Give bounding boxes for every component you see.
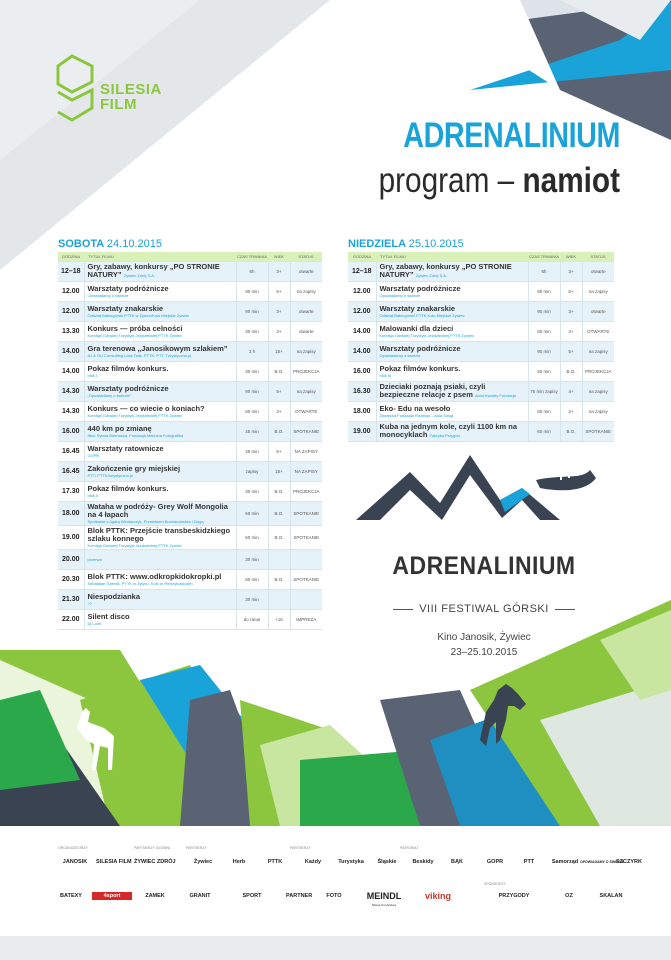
event-title: Warsztaty znakarskie bbox=[87, 303, 164, 313]
table-row bbox=[348, 301, 614, 321]
sponsor-label: PARTNERZY bbox=[186, 846, 207, 850]
row-event bbox=[376, 281, 528, 301]
sponsor-logo: Samorząd bbox=[551, 859, 579, 865]
row-time: 18.00 bbox=[348, 401, 376, 421]
row-duration: 60 min bbox=[236, 525, 268, 549]
event-organizer: PTT/ PTTK/turystyczno.pl bbox=[87, 472, 134, 478]
row-age: +16 bbox=[268, 609, 290, 629]
row-age: 5+ bbox=[560, 341, 582, 361]
row-duration: 30 min bbox=[236, 361, 268, 381]
row-duration: 90 min bbox=[528, 281, 560, 301]
table-row bbox=[58, 525, 322, 549]
row-age bbox=[268, 549, 290, 569]
row-status: otwarte bbox=[290, 261, 322, 281]
row-age: 3+ bbox=[560, 301, 582, 321]
sponsor-logo: OZ bbox=[565, 893, 573, 899]
table-row bbox=[348, 281, 614, 301]
row-time: 17.30 bbox=[58, 481, 84, 501]
row-event bbox=[84, 501, 236, 525]
event-title: Pokaz filmów konkurs. bbox=[87, 483, 169, 493]
col-title: TYTUŁ FILMU bbox=[84, 252, 236, 261]
table-row bbox=[58, 461, 322, 481]
table-row bbox=[348, 321, 614, 341]
event-title: Warsztaty podróżnicze bbox=[87, 383, 169, 393]
table-row bbox=[58, 301, 322, 321]
event-organizer: Żywiecka Fundacja Rozwoju – Asia Świąt bbox=[379, 412, 454, 418]
event-organizer: Komisja Górskiej Turystyki Jeździeckiej PTTK Żywiec bbox=[87, 332, 182, 338]
row-time: 14.30 bbox=[58, 381, 84, 401]
row-event bbox=[376, 341, 528, 361]
row-duration: 60 min bbox=[236, 401, 268, 421]
row-event bbox=[376, 401, 528, 421]
row-age: 5+ bbox=[268, 381, 290, 401]
sunday-date: 25.10.2015 bbox=[408, 238, 464, 250]
row-event bbox=[84, 301, 236, 321]
col-title: TYTUŁ FILMU bbox=[376, 252, 528, 261]
event-title: Dzieciaki poznają psiaki, czyli bezpieczne relacje z psem Anioł Kwadry Fundacja bbox=[379, 381, 516, 399]
row-age: B.O. bbox=[268, 481, 290, 501]
row-event bbox=[84, 361, 236, 381]
row-status: otwarte bbox=[290, 301, 322, 321]
row-duration: 30 min bbox=[236, 549, 268, 569]
row-age: 3+ bbox=[560, 261, 582, 281]
event-title: Konkurs — co wiecie o koniach? bbox=[87, 403, 205, 413]
row-time: 20.30 bbox=[58, 569, 84, 589]
row-event bbox=[84, 401, 236, 421]
table-row bbox=[348, 401, 614, 421]
row-time: 12.00 bbox=[58, 281, 84, 301]
row-event bbox=[376, 301, 528, 321]
event-title: Warsztaty znakarskie bbox=[379, 303, 456, 313]
saturday-date: 24.10.2015 bbox=[106, 238, 162, 250]
page-title: ADRENALINIUM bbox=[403, 116, 620, 155]
col-age: WIEK bbox=[560, 252, 582, 261]
sponsor-logo: SZCZYRK bbox=[616, 859, 642, 865]
event-title: Konkurs — próba celności bbox=[87, 323, 183, 333]
event-title: Warsztaty podróżnicze bbox=[379, 343, 461, 353]
sponsor-band bbox=[0, 826, 671, 936]
row-status: na zapisy bbox=[582, 281, 614, 301]
table-row bbox=[58, 321, 322, 341]
row-time: 19.00 bbox=[58, 525, 84, 549]
table-row bbox=[58, 381, 322, 401]
sponsor-logo: Żywiec bbox=[193, 859, 213, 865]
row-event bbox=[84, 589, 236, 609]
row-time: 16.00 bbox=[348, 361, 376, 381]
event-organizer: Opowiadamy o świecie bbox=[87, 292, 129, 298]
festival-dates: 23–25.10.2015 bbox=[450, 647, 518, 658]
sponsor-label: PARTNERZY GŁÓWNI bbox=[134, 846, 170, 850]
row-age: B.O. bbox=[268, 501, 290, 525]
row-time: 16.00 bbox=[58, 421, 84, 441]
table-row bbox=[58, 441, 322, 461]
event-title: Niespodzianka bbox=[87, 591, 141, 601]
row-status: PROJEKCJA bbox=[290, 361, 322, 381]
row-status: PROJEKCJA bbox=[290, 481, 322, 501]
table-row bbox=[58, 481, 322, 501]
event-organizer: Żywiec Zdrój S.A. bbox=[123, 272, 156, 278]
row-duration: 90 min bbox=[236, 281, 268, 301]
row-status: na zapisy bbox=[582, 401, 614, 421]
sponsor-logo: Beskidy bbox=[412, 859, 434, 865]
row-status bbox=[290, 549, 322, 569]
row-duration: 60 min bbox=[236, 501, 268, 525]
event-organizer: Sebastian Szemik, PTTK w Żywcu, Koło w Pietrzykowicach bbox=[87, 580, 193, 586]
row-age: 2+ bbox=[560, 401, 582, 421]
row-event bbox=[84, 481, 236, 501]
event-organizer: Spotkanie z Agatą Wlodarczyk, Przemkiem Bucharowskim i Dugą bbox=[87, 518, 204, 524]
row-status: SPOTKANIE bbox=[582, 421, 614, 441]
row-status: SPOTKANIE bbox=[290, 421, 322, 441]
table-row bbox=[58, 281, 322, 301]
row-event bbox=[84, 281, 236, 301]
row-age: 3+ bbox=[268, 321, 290, 341]
saturday-schedule-table bbox=[58, 252, 322, 630]
row-age: B.O. bbox=[268, 361, 290, 381]
event-title: Pokaz filmów konkurs. bbox=[379, 363, 461, 373]
row-duration: 30 min bbox=[236, 481, 268, 501]
row-event bbox=[84, 461, 236, 481]
festival-edition-text: VIII FESTIWAL GÓRSKI bbox=[419, 603, 549, 615]
row-time: 16.45 bbox=[58, 461, 84, 481]
sponsor-label: ORGANIZATORZY bbox=[58, 846, 88, 850]
row-status: na zapisy bbox=[290, 381, 322, 401]
table-row bbox=[58, 261, 322, 281]
row-status: OTWARTE bbox=[582, 321, 614, 341]
row-time: 14.00 bbox=[58, 341, 84, 361]
row-status: SPOTKANIE bbox=[290, 525, 322, 549]
table-row bbox=[58, 609, 322, 629]
sponsor-label: SPONSORZY bbox=[484, 882, 506, 886]
sponsor-logo: ZAMEK bbox=[145, 893, 165, 899]
table-row bbox=[348, 381, 614, 401]
sponsor-logo: Każdy bbox=[304, 859, 322, 865]
event-title: Warsztaty podróżnicze bbox=[87, 283, 169, 293]
row-status: na zapisy bbox=[582, 341, 614, 361]
logo-text bbox=[100, 82, 162, 112]
row-time: 12–18 bbox=[58, 261, 84, 281]
row-duration: 6h bbox=[236, 261, 268, 281]
saturday-heading bbox=[58, 238, 162, 250]
row-age: 3+ bbox=[268, 401, 290, 421]
col-status: STATUS bbox=[290, 252, 322, 261]
row-event bbox=[84, 261, 236, 281]
table-row bbox=[58, 361, 322, 381]
sunday-schedule-table bbox=[348, 252, 614, 442]
table-row bbox=[348, 261, 614, 281]
row-age: B.O. bbox=[268, 525, 290, 549]
festival-venue: Kino Janosik, Żywiec bbox=[437, 632, 531, 643]
sponsor-logo: PTTK bbox=[267, 859, 283, 865]
event-organizer: Niko Sylwia Biernacka, Fundacja Machina Fotografika bbox=[87, 432, 184, 438]
event-organizer: Komisja Górskiej Turystyki Jeździeckiej PTTK Żywiec bbox=[379, 332, 474, 338]
sponsor-logo: Herb bbox=[232, 859, 246, 865]
event-organizer: Komisja Górskiej Turystyki Jeździeckiej PTTK Żywiec bbox=[87, 542, 182, 548]
event-organizer: „Opowiadamy o świecie” bbox=[87, 392, 132, 398]
row-duration: 30 min bbox=[236, 321, 268, 341]
sponsor-logo: FOTO bbox=[326, 893, 342, 899]
event-title: Wataha w podróży- Grey Wolf Mongolia na 4 łapach bbox=[87, 501, 228, 519]
event-title: Blok PTTK: Przejście transbeskidzkiego szlaku konnego bbox=[87, 525, 231, 543]
row-time: 12.00 bbox=[348, 301, 376, 321]
col-duration: CZAS TRWANIA bbox=[236, 252, 268, 261]
sponsor-logo: 4sport bbox=[92, 892, 132, 900]
event-title: Blok PTTK: www.odkropkidokropki.pl bbox=[87, 571, 222, 581]
row-age bbox=[268, 589, 290, 609]
col-status: STATUS bbox=[582, 252, 614, 261]
row-time: 12–18 bbox=[348, 261, 376, 281]
row-status: SPOTKANIE bbox=[290, 501, 322, 525]
row-time: 16.30 bbox=[348, 381, 376, 401]
row-time: 14.30 bbox=[58, 401, 84, 421]
row-status bbox=[290, 589, 322, 609]
event-organizer: blok III bbox=[379, 372, 392, 378]
sponsor-logo: GRANIT bbox=[189, 893, 211, 899]
sunday-day: NIEDZIELA bbox=[348, 238, 406, 250]
row-time: 14.00 bbox=[58, 361, 84, 381]
row-duration: 3 h bbox=[236, 341, 268, 361]
row-status: na zapisy bbox=[582, 381, 614, 401]
event-title: Gry, zabawy, konkursy „PO STRONIE NATURY” Żywiec Zdrój S.A. bbox=[87, 261, 220, 279]
row-age: 6+ bbox=[268, 441, 290, 461]
row-event bbox=[84, 321, 236, 341]
event-organizer: Oddział Babiogórski PTTK Koło Miejskie Żywiec bbox=[379, 312, 465, 318]
event-organizer: Opowiadamy o świecie bbox=[379, 352, 421, 358]
event-title: 440 km po zmianę bbox=[87, 423, 152, 433]
row-status: NA ZAPISY bbox=[290, 461, 322, 481]
row-duration: 90 min bbox=[236, 381, 268, 401]
event-organizer: Dj Love bbox=[87, 620, 102, 626]
row-event bbox=[84, 381, 236, 401]
row-age: 3+ bbox=[560, 321, 582, 341]
event-organizer: Fabryka Przygód bbox=[429, 432, 460, 438]
row-age: 3+ bbox=[268, 301, 290, 321]
saturday-day: SOBOTA bbox=[58, 238, 104, 250]
row-status: otwarte bbox=[582, 261, 614, 281]
table-row bbox=[58, 589, 322, 609]
row-duration: 45 min bbox=[236, 441, 268, 461]
event-title: Gry, zabawy, konkursy „PO STRONIE NATURY” Żywiec Zdrój S.A. bbox=[379, 261, 512, 279]
event-organizer: Komisja Górskiej Turystyki Jeździeckiej PTTK Żywiec bbox=[87, 412, 182, 418]
row-status: IMPREZA bbox=[290, 609, 322, 629]
row-status: na zapisy bbox=[290, 341, 322, 361]
event-organizer: Opowiadamy o świecie bbox=[379, 292, 421, 298]
row-age: B.O. bbox=[560, 361, 582, 381]
row-age: 15+ bbox=[268, 341, 290, 361]
row-event bbox=[376, 421, 528, 441]
sponsor-logo: ŻYWIEC ZDRÓJ bbox=[134, 859, 176, 865]
row-event bbox=[376, 381, 528, 401]
subtitle-bold: namiot bbox=[522, 161, 620, 200]
col-age: WIEK bbox=[268, 252, 290, 261]
sponsor-logo: SILESIA FILM bbox=[96, 859, 132, 865]
sponsor-label: PATRONAT bbox=[400, 846, 419, 850]
row-duration: 90 min bbox=[236, 301, 268, 321]
table-row bbox=[58, 421, 322, 441]
row-event bbox=[84, 341, 236, 361]
row-event bbox=[376, 361, 528, 381]
row-duration: 45 min bbox=[236, 421, 268, 441]
event-title: Malowanki dla dzieci bbox=[379, 323, 454, 333]
table-row bbox=[348, 421, 614, 441]
sponsor-logo: SKALAN bbox=[599, 893, 623, 899]
sponsor-logo: viking bbox=[424, 891, 451, 901]
row-time: 21.30 bbox=[58, 589, 84, 609]
row-time: 13.30 bbox=[58, 321, 84, 341]
bottom-strip bbox=[0, 936, 671, 960]
event-organizer: Anioł Kwadry Fundacja bbox=[474, 392, 516, 398]
row-time: 19.00 bbox=[348, 421, 376, 441]
row-status: otwarte bbox=[290, 321, 322, 341]
event-title: Silent disco bbox=[87, 611, 130, 621]
row-duration: 90 min bbox=[528, 341, 560, 361]
sponsor-logo: Śląskie bbox=[377, 859, 397, 865]
row-age: 4+ bbox=[560, 381, 582, 401]
sunday-heading bbox=[348, 238, 464, 250]
sponsor-logo: SPORT bbox=[242, 893, 262, 899]
col-duration: CZAS TRWANIA bbox=[528, 252, 560, 261]
event-title: Zakończenie gry miejskiej bbox=[87, 463, 181, 473]
row-duration: zapisy bbox=[236, 461, 268, 481]
sponsor-logo: PARTNER bbox=[286, 893, 313, 899]
row-duration: do rana! bbox=[236, 609, 268, 629]
table-row bbox=[58, 569, 322, 589]
row-duration: 60 min bbox=[528, 421, 560, 441]
row-duration: 6h bbox=[528, 261, 560, 281]
logo-line1: SILESIA bbox=[100, 81, 162, 98]
row-status: PROJEKCJA bbox=[582, 361, 614, 381]
row-age: 5+ bbox=[268, 281, 290, 301]
sponsor-logo: GOPR bbox=[486, 859, 504, 865]
sponsor-logo: PRZYGODY bbox=[498, 893, 530, 899]
table-row bbox=[348, 341, 614, 361]
row-status: NA ZAPISY bbox=[290, 441, 322, 461]
row-age: 5+ bbox=[560, 281, 582, 301]
event-title: Kuba na jednym kole, czyli 1100 km na monocyklach Fabryka Przygód bbox=[379, 421, 518, 439]
col-time: GODZINA bbox=[348, 252, 376, 261]
event-title: Eko- Edu na wesoło bbox=[379, 403, 451, 413]
row-event bbox=[84, 525, 236, 549]
row-event bbox=[376, 321, 528, 341]
row-time: 12.00 bbox=[348, 281, 376, 301]
row-age: B.O. bbox=[268, 421, 290, 441]
sponsor-logo: BĄK bbox=[451, 859, 463, 865]
row-time: 16.45 bbox=[58, 441, 84, 461]
meindl-tagline: Shoes For Actives bbox=[371, 903, 397, 907]
table-row bbox=[58, 501, 322, 525]
row-event bbox=[376, 261, 528, 281]
festival-edition bbox=[364, 603, 604, 615]
page-subtitle bbox=[348, 161, 620, 201]
table-row bbox=[58, 549, 322, 569]
row-status: OTWARTE bbox=[290, 401, 322, 421]
row-age: B.O. bbox=[268, 569, 290, 589]
row-time: 12.00 bbox=[58, 301, 84, 321]
row-duration: 30 min bbox=[236, 589, 268, 609]
row-event bbox=[84, 549, 236, 569]
row-age: 3+ bbox=[268, 261, 290, 281]
event-title: Pokaz filmów konkurs. bbox=[87, 363, 169, 373]
sponsor-logo: BATEXY bbox=[60, 893, 82, 899]
row-time: 20.00 bbox=[58, 549, 84, 569]
table-row bbox=[58, 341, 322, 361]
sponsor-logo: MEINDL bbox=[366, 891, 402, 901]
event-title: Warsztaty ratownicze bbox=[87, 443, 164, 453]
event-organizer: ?? bbox=[87, 600, 92, 606]
table-row bbox=[58, 401, 322, 421]
sponsor-logo: Turystyka bbox=[338, 859, 364, 865]
event-organizer: Żywiec Zdrój S.A. bbox=[415, 272, 448, 278]
row-event bbox=[84, 569, 236, 589]
row-event bbox=[84, 421, 236, 441]
event-title: Warsztaty podróżnicze bbox=[379, 283, 461, 293]
row-status: SPOTKANIE bbox=[290, 569, 322, 589]
row-time: 22.00 bbox=[58, 609, 84, 629]
event-organizer: AJ & OU Consulting Lidia Talik, PTTK, PTT, Turystyczno.pl bbox=[87, 352, 192, 358]
row-time: 18.00 bbox=[58, 501, 84, 525]
row-event bbox=[84, 609, 236, 629]
event-organizer: blok II bbox=[87, 492, 99, 498]
row-status: otwarte bbox=[582, 301, 614, 321]
row-age: 15+ bbox=[268, 461, 290, 481]
row-duration: 60 min bbox=[528, 401, 560, 421]
logo-line2: FILM bbox=[100, 96, 137, 113]
row-time: 14.00 bbox=[348, 321, 376, 341]
row-duration: 60 min bbox=[528, 321, 560, 341]
event-organizer: przerwa bbox=[87, 556, 102, 562]
row-duration: 75 min zapisy bbox=[528, 381, 560, 401]
festival-name: ADRENALINIUM bbox=[392, 552, 576, 580]
row-duration: 90 min bbox=[528, 301, 560, 321]
event-organizer: GOPR bbox=[87, 452, 100, 458]
row-duration: 50 min bbox=[528, 361, 560, 381]
subtitle-light: program – bbox=[378, 161, 515, 200]
event-organizer: Oddział Babiogórski PTTK w Żywcu/Koło Miejskie Żywiec bbox=[87, 312, 190, 318]
sponsor-logo: OPOWIADAMY O ŚWIECIE bbox=[580, 860, 625, 864]
sponsor-label: PARTNERZY bbox=[290, 846, 311, 850]
row-event bbox=[84, 441, 236, 461]
sponsor-logo: JANOSIK bbox=[62, 859, 88, 865]
row-duration: 60 min bbox=[236, 569, 268, 589]
sponsor-logo: PTT bbox=[523, 859, 535, 865]
row-status: na zapisy bbox=[290, 281, 322, 301]
col-time: GODZINA bbox=[58, 252, 84, 261]
table-row bbox=[348, 361, 614, 381]
row-age: B.O. bbox=[560, 421, 582, 441]
event-organizer: blok I. bbox=[87, 372, 99, 378]
event-title: Gra terenowa „Janosikowym szlakiem” bbox=[87, 343, 228, 353]
row-time: 14.00 bbox=[348, 341, 376, 361]
